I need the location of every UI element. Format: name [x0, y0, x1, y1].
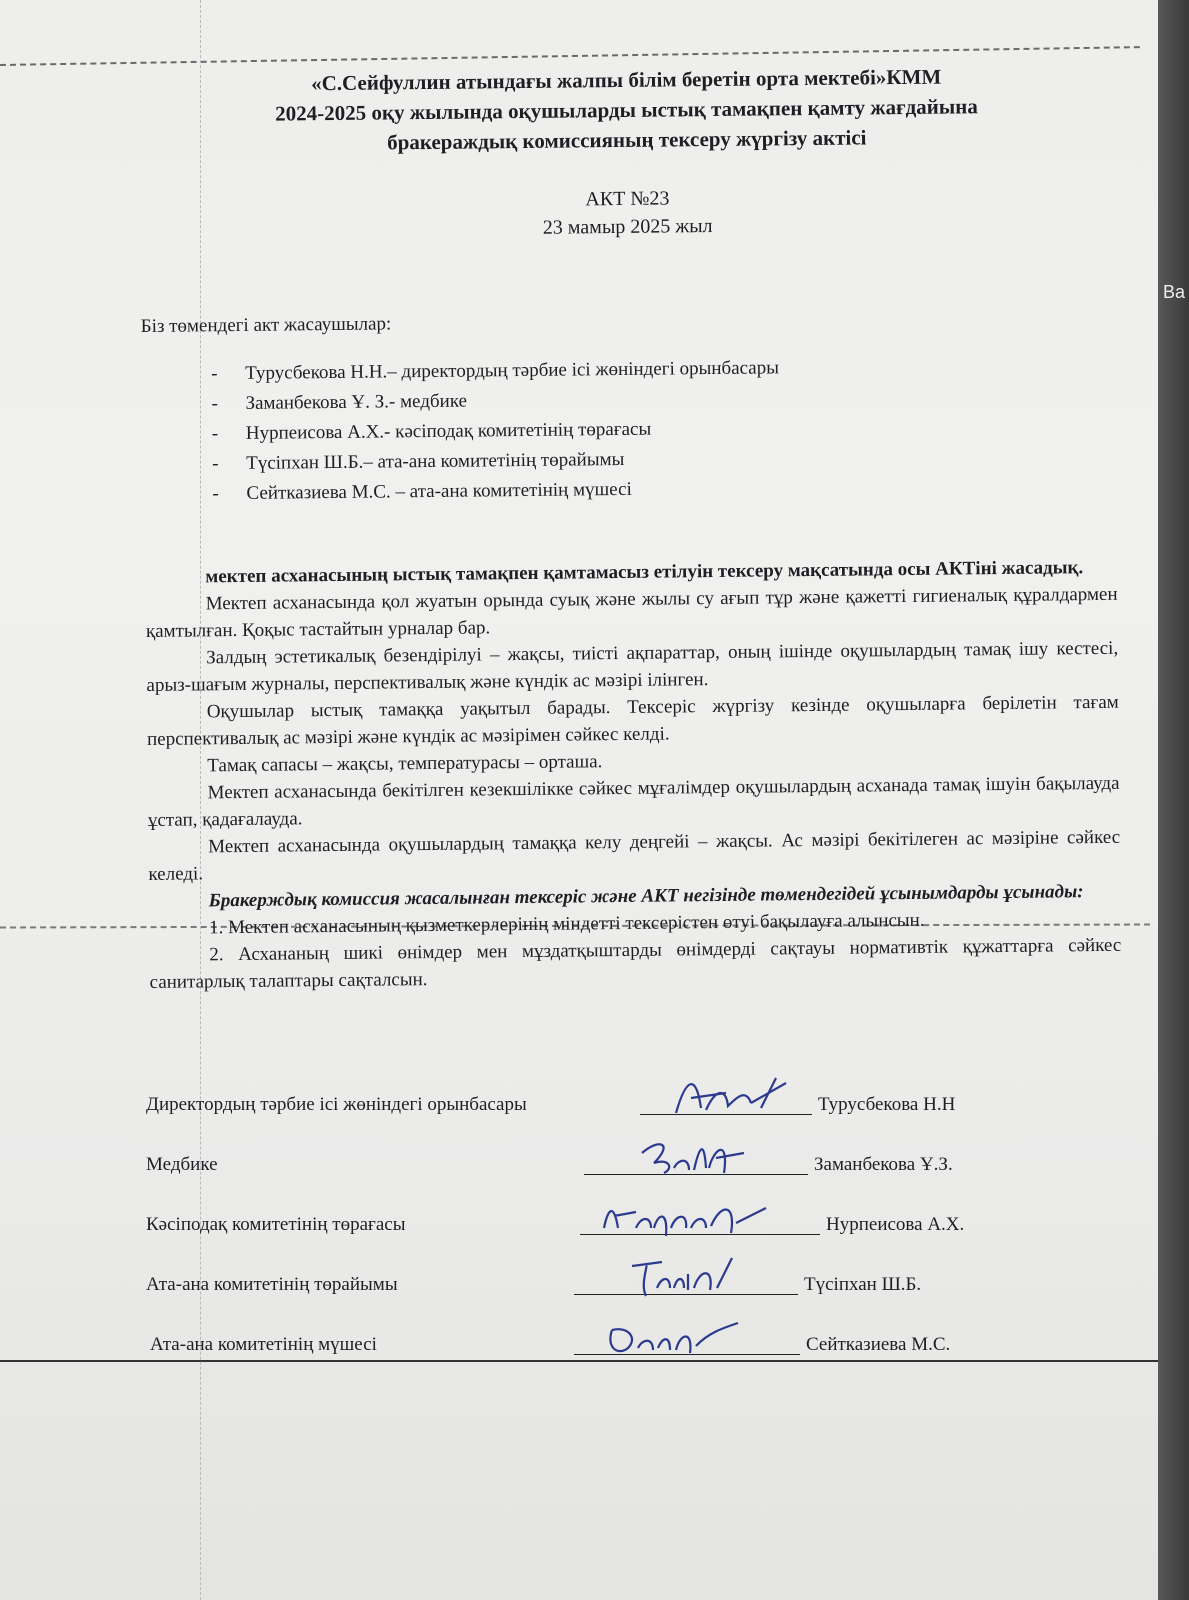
act-body	[145, 554, 1121, 996]
handwritten-signature	[666, 1068, 796, 1128]
body-paragraph-4: Тамақ сапасы – жақсы, температурасы – орташа.	[207, 751, 603, 777]
signatures-block	[146, 1084, 1026, 1384]
signature-row	[146, 1264, 1026, 1324]
signature-role: Ата-ана комитетінің мүшесі	[150, 1334, 377, 1355]
signature-role: Кәсіподақ комитетінің төрағасы	[146, 1214, 406, 1235]
purpose-text: мектеп асханасының ыстық тамақпен қамтамасыз етілуін тексеру мақсатында осы АКТіні жасадық.	[205, 557, 1084, 588]
edge-text: Ba	[1162, 282, 1185, 302]
handwritten-signature	[598, 1308, 748, 1368]
signature-name: Заманбекова Ұ.З.	[814, 1154, 953, 1175]
member-item: - Турусбекова Н.Н.– директордың тәрбие ісі жөніндегі орынбасары	[203, 350, 1115, 390]
member-item: - Сейтказиева М.С. – ата-ана комитетінің мүшесі	[204, 470, 1116, 510]
act-date: 23 мамыр 2025 жыл	[542, 215, 713, 239]
handwritten-signature	[622, 1248, 742, 1308]
act-block	[141, 180, 1114, 246]
body-paragraph-3: Оқушылар ыстық тамаққа уақытыл барады. Тексеріс жүргізу кезінде оқушыларға берілетін тағам перспективалық ас мәзірі және күндік ас мәзірімен сәйкес келді.	[146, 691, 1119, 750]
signature-row	[146, 1204, 1026, 1264]
header-line-3: бракераждық комиссияның тексеру жүргізу актісі	[387, 125, 867, 155]
act-number: АКТ №23	[585, 187, 670, 211]
signature-role: Медбике	[146, 1154, 218, 1175]
intro-text: Біз төмендегі акт жасаушылар:	[140, 313, 392, 338]
body-paragraph-6: Мектеп асханасында оқушылардың тамаққа келу деңгейі – жақсы. Ас мәзірі бекітілеген ас мәзіріне сәйкес келеді.	[148, 826, 1121, 885]
body-paragraph-5: Мектеп асханасында бекітілген кезекшілікке сәйкес мұғалімдер оқушылардың асханада тамақ ішуін бақылауда ұстап, қадағалауда.	[147, 772, 1120, 831]
handwritten-signature	[634, 1128, 754, 1188]
member-item: - Түсіпхан Ш.Б.– ата-ана комитетінің төрайымы	[204, 440, 1116, 480]
recommendation-1: 1. Мектеп асханасының қызметкерлерінің міндетті тексерістен өтуі бақылауға алынсын.	[208, 909, 925, 939]
document-content	[140, 56, 1122, 996]
header-line-1: «С.Сейфуллин атындағы жалпы білім беретін орта мектебі»КММ	[311, 64, 942, 96]
signature-role: Директордың тәрбие ісі жөніндегі орынбасары	[146, 1094, 527, 1115]
signature-name: Турусбекова Н.Н	[818, 1094, 956, 1115]
recommendation-heading: Бракерждық комиссия жасалынған тексеріс және АКТ негізінде төмендегідей ұсынымдарды ұсынады:	[208, 881, 1084, 912]
members-list	[203, 350, 1117, 510]
member-item: - Заманбекова Ұ. З.- медбике	[203, 380, 1115, 420]
signature-name: Сейтказиева М.С.	[806, 1334, 951, 1355]
signature-row	[146, 1084, 1026, 1144]
signature-name: Нурпеисова А.Х.	[826, 1214, 965, 1235]
signature-name: Түсіпхан Ш.Б.	[804, 1274, 922, 1295]
signature-row	[146, 1144, 1026, 1204]
signature-row	[146, 1324, 1026, 1384]
signature-role: Ата-ана комитетінің төрайымы	[146, 1274, 398, 1295]
body-paragraph-2: Залдың эстетикалық безендірілуі – жақсы, тиісті ақпараттар, оның ішінде оқушылардың тамақ ішу кестесі, арыз-шағым журналы, перспективалық және күндік ас мәзірі ілінген.	[146, 637, 1119, 696]
header-line-2: 2024-2025 оқу жылында оқушыларды ыстық тамақпен қамту жағдайына	[275, 94, 978, 126]
member-item: - Нурпеисова А.Х.- кәсіподақ комитетінің төрағасы	[204, 410, 1116, 450]
body-paragraph-1: Мектеп асханасында қол жуатын орында суық және жылы су ағып тұр және қажетті гигиеналық құралдармен қамтылған. Қоқыс тастайтын урналар бар.	[145, 583, 1118, 642]
recommendation-2: 2. Асхананың шикі өнімдер мен мұздатқыштарды өнімдерді сақтауы нормативтік құжаттарға сәйкес санитарлық талаптары сақталсын.	[149, 934, 1122, 993]
handwritten-signature	[596, 1188, 776, 1248]
